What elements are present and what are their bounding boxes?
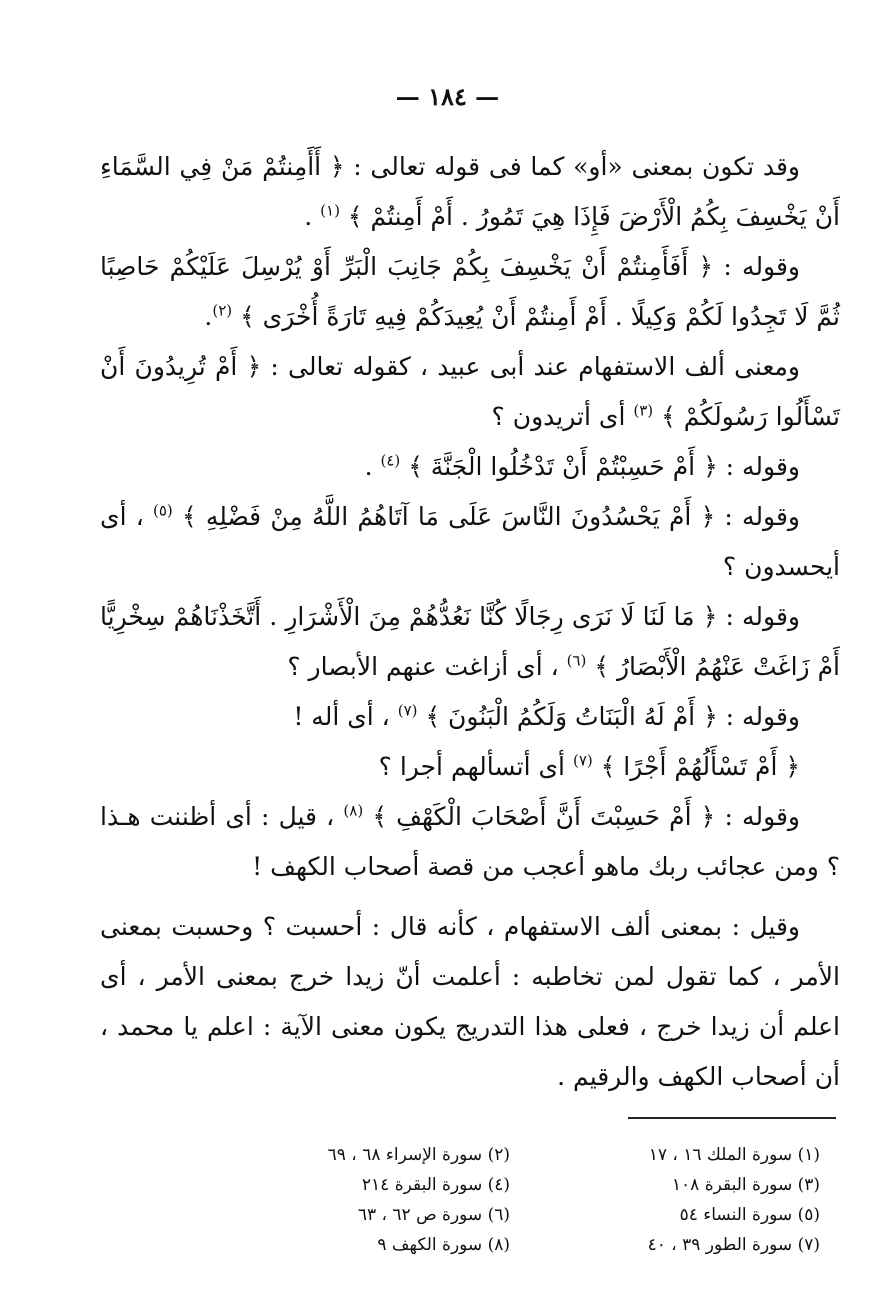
paragraph-2 (100, 242, 840, 342)
paragraph-tail: أى أتريدون ؟ (491, 402, 634, 431)
footnote-marker: (٢) (212, 301, 233, 320)
footnote-marker: (٤) (380, 451, 401, 470)
footnote-5: (٥) سورة النساء ٥٤ (679, 1205, 820, 1225)
footnote-4: (٤) سورة البقرة ٢١٤ (361, 1175, 510, 1195)
footnote-7: (٧) سورة الطور ٣٩ ، ٤٠ (647, 1235, 820, 1255)
footnote-row (220, 1170, 820, 1200)
paragraph-tail: ، أى أزاغت عنهم الأبصار ؟ (287, 652, 567, 681)
paragraph-text: وقوله : ﴿ أَمْ يَحْسُدُونَ النَّاسَ عَلَى مَا آتَاهُمُ اللَّهُ مِنْ فَضْلِهِ ﴾ (181, 502, 800, 531)
paragraph-text: وقوله : ﴿ أَمْ حَسِبْتَ أَنَّ أَصْحَابَ الْكَهْفِ ﴾ (372, 802, 801, 831)
footnotes (220, 1140, 820, 1260)
footnote-row (220, 1230, 820, 1260)
paragraph-tail: . (204, 302, 213, 331)
footnote-divider (628, 1117, 836, 1119)
paragraph-1 (100, 142, 840, 242)
paragraph-text: وقوله : ﴿ أَمْ لَهُ الْبَنَاتُ وَلَكُمُ الْبَنُونَ ﴾ (425, 702, 800, 731)
footnote-marker: (٧) (572, 751, 593, 770)
footnote-row (220, 1200, 820, 1230)
paragraph-9 (100, 792, 840, 892)
footnote-2: (٢) سورة الإسراء ٦٨ ، ٦٩ (327, 1145, 510, 1165)
paragraph-6 (100, 592, 840, 692)
paragraph-10 (100, 902, 840, 1102)
paragraph-8 (100, 742, 840, 792)
paragraph-text: ﴿ أَمْ تَسْأَلُهُمْ أَجْرًا ﴾ (600, 752, 800, 781)
paragraph-5 (100, 492, 840, 592)
paragraph-4 (100, 442, 840, 492)
footnote-6: (٦) سورة ص ٦٢ ، ٦٣ (357, 1205, 510, 1225)
paragraph-text: وقوله : ﴿ أَفَأَمِنتُمْ أَنْ يَخْسِفَ بِكُمْ جَانِبَ الْبَرِّ أَوْ يُرْسِلَ عَلَيْكُمْ حَاصِبًا ثُمَّ لَا تَجِدُوا لَكُمْ وَكِيلًا . أَمْ أَمِنتُمْ أَنْ يُعِيدَكُمْ فِيهِ تَارَةً أُخْرَى ﴾ (100, 252, 840, 331)
paragraph-text: وقوله : ﴿ أَمْ حَسِبْتُمْ أَنْ تَدْخُلُوا الْجَنَّةَ ﴾ (408, 452, 800, 481)
page-number: — ١٨٤ — (395, 82, 500, 111)
footnote-1: (١) سورة الملك ١٦ ، ١٧ (648, 1145, 820, 1165)
paragraph-tail: . (304, 202, 321, 231)
footnote-8: (٨) سورة الكهف ٩ (377, 1235, 510, 1255)
paragraph-tail: ، أى أله ! (293, 702, 398, 731)
paragraph-tail: ، أى أيحسدون ؟ (100, 502, 840, 581)
footnote-marker: (٥) (152, 501, 173, 520)
paragraph-tail: . (364, 452, 381, 481)
paragraph-text: وقد تكون بمعنى «أو» كما فى قوله تعالى : ﴿ أَأَمِنتُمْ مَنْ فِي السَّمَاءِ أَنْ يَخْسِفَ بِكُمُ الْأَرْضَ فَإِذَا هِيَ تَمُورُ . أَمْ أَمِنتُمْ ﴾ (100, 152, 840, 231)
footnote-3: (٣) سورة البقرة ١٠٨ (671, 1175, 820, 1195)
footnote-marker: (١) (320, 201, 340, 220)
footnote-marker: (٧) (397, 701, 418, 720)
footnote-marker: (٣) (633, 401, 654, 420)
main-text (100, 142, 840, 1102)
paragraph-text: وقوله : ﴿ مَا لَنَا لَا نَرَى رِجَالًا كُنَّا نَعُدُّهُمْ مِنَ الْأَشْرَارِ . أَتَّخَذْنَاهُمْ سِخْرِيًّا أَمْ زَاغَتْ عَنْهُمُ الْأَبْصَارُ ﴾ (100, 602, 840, 681)
paragraph-7 (100, 692, 840, 742)
paragraph-tail: أى أتسألهم أجرا ؟ (378, 752, 573, 781)
footnote-marker: (٨) (343, 801, 364, 820)
paragraph-3 (100, 342, 840, 442)
footnote-row (220, 1140, 820, 1170)
paragraph-text: وقيل : بمعنى ألف الاستفهام ، كأنه قال : أحسبت ؟ وحسبت بمعنى الأمر ، كما تقول لمن تخاطبه : أعلمت أنّ زيدا خرج بمعنى الأمر ، أى اعلم أن زيدا خرج ، فعلى هذا التدريج يكون معنى الآية : اعلم يا محمد ، أن أصحاب الكهف والرقيم . (100, 912, 840, 1091)
paragraph-tail: ، قيل : أى أظننت هـذا ؟ ومن عجائب ربك ماهو أعجب من قصة أصحاب الكهف ! (100, 802, 840, 881)
paragraph-text: ومعنى ألف الاستفهام عند أبى عبيد ، كقوله تعالى : ﴿ أَمْ تُرِيدُونَ أَنْ تَسْأَلُوا رَسُولَكُمْ ﴾ (100, 352, 840, 431)
footnote-marker: (٦) (566, 651, 587, 670)
